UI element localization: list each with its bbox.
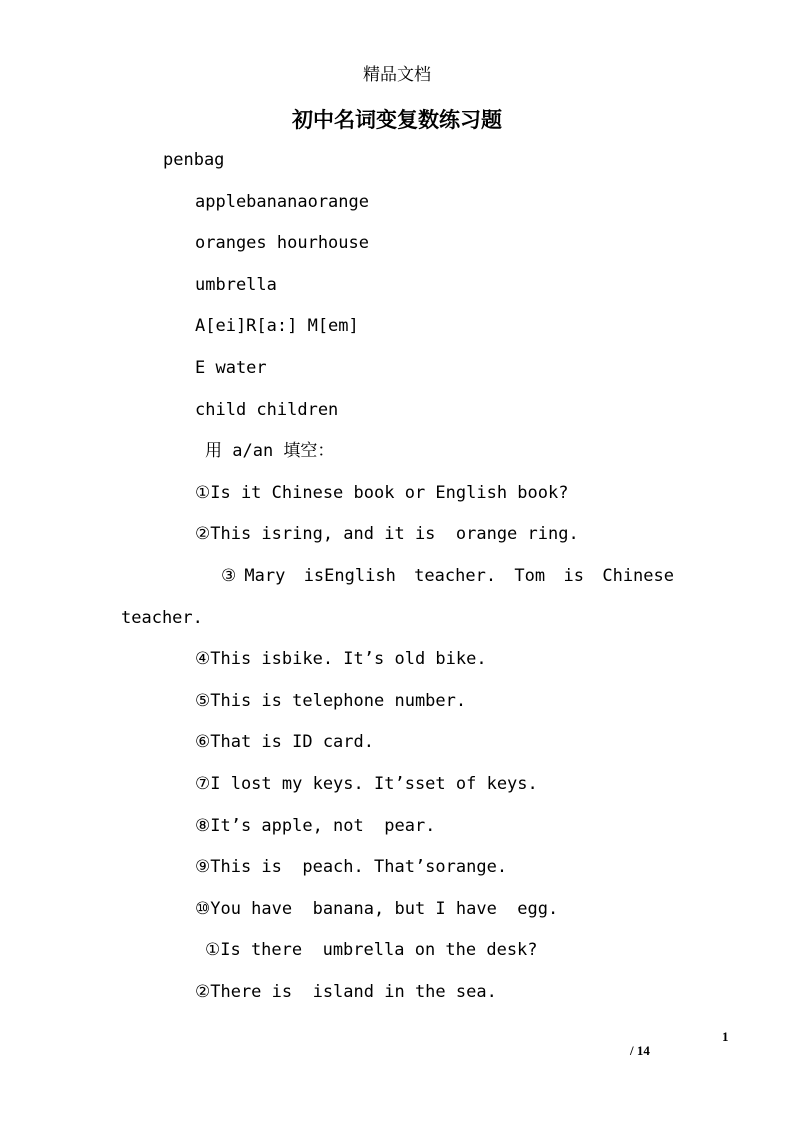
- text-line: child children: [195, 400, 339, 420]
- text-line: E water: [195, 358, 267, 378]
- exercise-item: ⑩You have banana, but I have egg.: [195, 899, 559, 919]
- exercise-item: ⑤This is telephone number.: [195, 691, 467, 711]
- exercise-item: ⑥That is ID card.: [195, 732, 374, 752]
- exercise-item: ⑧It’s apple, not pear.: [195, 816, 436, 836]
- text-line: penbag: [163, 150, 225, 170]
- page-number: 1: [722, 1029, 729, 1044]
- exercise-item: ③Mary isEnglish teacher. Tom is Chinese: [221, 566, 674, 586]
- section-instruction: 用 a/an 填空：: [205, 441, 335, 461]
- exercise-item-continuation: teacher.: [121, 608, 203, 628]
- text-line: umbrella: [195, 275, 277, 295]
- document-title: 初中名词变复数练习题: [292, 107, 502, 132]
- exercise-item: ②There is island in the sea.: [195, 982, 497, 1002]
- text-line: A[ei]R[a:] M[em]: [195, 316, 359, 336]
- page-total: / 14: [630, 1043, 650, 1058]
- exercise-item: ⑨This is peach. That’sorange.: [195, 857, 508, 877]
- exercise-item: ①Is it Chinese book or English book?: [195, 483, 569, 503]
- exercise-item: ④This isbike. It’s old bike.: [195, 649, 487, 669]
- exercise-item: ②This isring, and it is orange ring.: [195, 524, 579, 544]
- text-line: oranges hourhouse: [195, 233, 369, 253]
- page-header: 精品文档: [363, 65, 431, 85]
- text-line: applebananaorange: [195, 192, 369, 212]
- exercise-item: ①Is there umbrella on the desk?: [205, 940, 538, 960]
- exercise-item: ⑦I lost my keys. It’sset of keys.: [195, 774, 538, 794]
